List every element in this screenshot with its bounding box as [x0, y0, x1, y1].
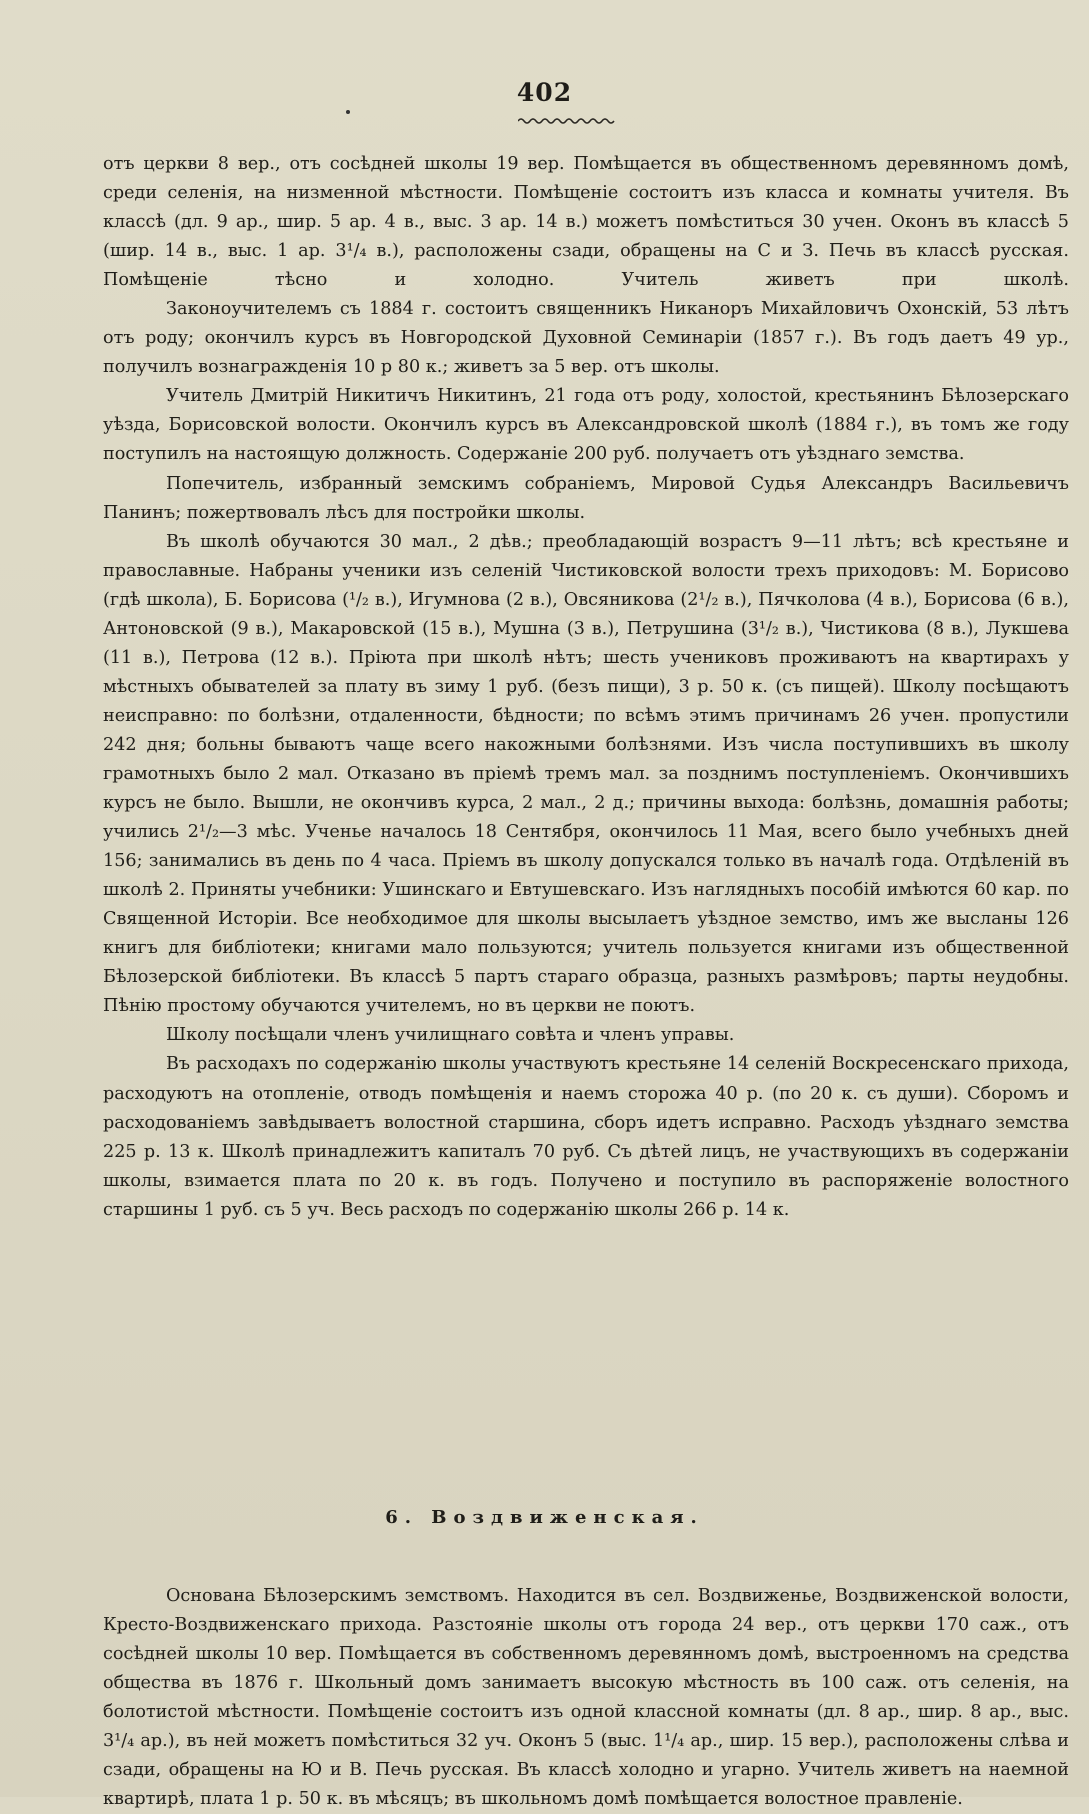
section-heading: 6. Воздвиженская. — [385, 1507, 704, 1528]
section-text — [103, 1582, 1069, 1814]
page-number: 402 — [516, 78, 573, 107]
paragraph-visits: Школу посѣщали членъ училищнаго совѣта и членъ управы. — [166, 1025, 735, 1046]
paragraph-expenses: Въ расходахъ по содержанію школы участвуютъ крестьяне 14 селеній Воскресенскаго прихода, расходуютъ на отопленіе, отводъ помѣщенія и наемъ сторожа 40 р. (по 20 к. съ души). Сборомъ и расходованіемъ завѣдываетъ волостной старшина, сборъ идетъ исправно. Расходъ уѣзднаго земства 225 р. 13 к. Школѣ принадлежитъ капиталъ 70 руб. Съ дѣтей лицъ, не участвующихъ въ содержаніи школы, взимается плата по 20 к. въ годъ. Получено и поступило въ распоряженіе волостного старшины 1 руб. съ 5 уч. Весь расходъ по содержанію школы 266 р. 14 к. — [103, 1054, 1069, 1220]
main-text — [103, 150, 1069, 1225]
paragraph-vozdvizhenskaya: Основана Бѣлозерскимъ земствомъ. Находится въ сел. Воздвиженье, Воздвиженской волости, Кресто-Воздвиженскаго прихода. Разстояніе школы отъ города 24 вер., отъ церкви 170 саж., отъ сосѣдней школы 10 вер. Помѣщается въ собственномъ деревянномъ домѣ, выстроенномъ на средства общества въ 1876 г. Школьный домъ занимаетъ высокую мѣстность въ 100 саж. отъ селенія, на болотистой мѣстности. Помѣщеніе состоитъ изъ одной классной комнаты (дл. 8 ар., шир. 8 ар., выс. 3¹/₄ ар.), въ ней можетъ помѣститься 32 уч. Оконъ 5 (выс. 1¹/₄ ар., шир. 15 вер.), расположены слѣва и сзади, обращены на Ю и В. Печь русская. Въ классѣ холодно и угарно. Учитель живетъ на наемной квартирѣ, плата 1 р. 50 к. въ мѣсяцъ; въ школьномъ домѣ помѣщается волостное правленіе. — [103, 1586, 1069, 1810]
paragraph-teacher: Учитель Дмитрій Никитичъ Никитинъ, 21 года отъ роду, холостой, крестьянинъ Бѣлозерскаго уѣзда, Борисовской волости. Окончилъ курсъ въ Александровской школѣ (1884 г.), въ томъ же году поступилъ на настоящую должность. Содержаніе 200 руб. получаетъ отъ уѣзднаго земства. — [103, 386, 1069, 465]
paragraph-building: отъ церкви 8 вер., отъ сосѣдней школы 19 вер. Помѣщается въ общественномъ деревянномъ домѣ, среди селенія, на низменной мѣстности. Помѣщеніе состоитъ изъ класса и комнаты учителя. Въ классѣ (дл. 9 ар., шир. 5 ар. 4 в., выс. 3 ар. 14 в.) можетъ помѣститься 30 учен. Оконъ въ классѣ 5 (шир. 14 в., выс. 1 ар. 3¹/₄ в.), расположены сзади, обращены на С и З. Печь въ классѣ русская. Помѣщеніе тѣсно и холодно. Учитель живетъ при школѣ. — [103, 154, 1069, 291]
paragraph-pupils: Въ школѣ обучаются 30 мал., 2 дѣв.; преобладающій возрастъ 9—11 лѣтъ; всѣ крестьяне и православные. Набраны ученики изъ селеній Чистиковской волости трехъ приходовъ: М. Борисово (гдѣ школа), Б. Борисова (¹/₂ в.), Игумнова (2 в.), Овсяникова (2¹/₂ в.), Пячколова (4 в.), Борисова (6 в.), Антоновской (9 в.), Макаровской (15 в.), Мушна (3 в.), Петрушина (3¹/₂ в.), Чистикова (8 в.), Лукшева (11 в.), Петрова (12 в.). Пріюта при школѣ нѣтъ; шесть учениковъ проживаютъ на квартирахъ у мѣстныхъ обывателей за плату въ зиму 1 руб. (безъ пищи), 3 р. 50 к. (съ пищей). Школу посѣщаютъ неисправно: по болѣзни, отдаленности, бѣдности; по всѣмъ этимъ причинамъ 26 учен. пропустили 242 дня; больны бываютъ чаще всего накожными болѣзнями. Изъ числа поступившихъ въ школу грамотныхъ было 2 мал. Отказано въ пріемѣ тремъ мал. за позднимъ поступленіемъ. Окончившихъ курсъ не было. Вышли, не окончивъ курса, 2 мал., 2 д.; причины выхода: болѣзнь, домашнія работы; учились 2¹/₂—3 мѣс. Ученье началось 18 Сентября, окончилось 11 Мая, всего было учебныхъ дней 156; занимались въ день по 4 часа. Пріемъ въ школу допускался только въ началѣ года. Отдѣленій въ школѣ 2. Приняты учебники: Ушинскаго и Евтушевскаго. Изъ наглядныхъ пособій имѣются 60 кар. по Священной Исторіи. Все необходимое для школы высылаетъ уѣздное земство, имъ же высланы 126 книгъ для библіотеки; книгами мало пользуются; учитель пользуется книгами изъ общественной Бѣлозерской библіотеки. Въ классѣ 5 партъ стараго образца, разныхъ размѣровъ; парты неудобны. Пѣнію простому обучаются учителемъ, но въ церкви не поютъ. — [103, 531, 1069, 1017]
paragraph-trustee: Попечитель, избранный земскимъ собраніемъ, Мировой Судья Александръ Васильевичъ Панинъ; пожертвовалъ лѣсъ для постройки школы. — [103, 473, 1069, 523]
paragraph-law-teacher: Законоучителемъ съ 1884 г. состоитъ священникъ Никаноръ Михайловичъ Охонскій, 53 лѣтъ отъ роду; окончилъ курсъ въ Новгородской Духовной Семинаріи (1857 г.). Въ годъ даетъ 49 ур., получилъ вознагражденія 10 р 80 к.; живетъ за 5 вер. отъ школы. — [103, 299, 1069, 378]
wavy-rule-ornament — [518, 116, 618, 126]
speck-mark — [346, 110, 350, 114]
